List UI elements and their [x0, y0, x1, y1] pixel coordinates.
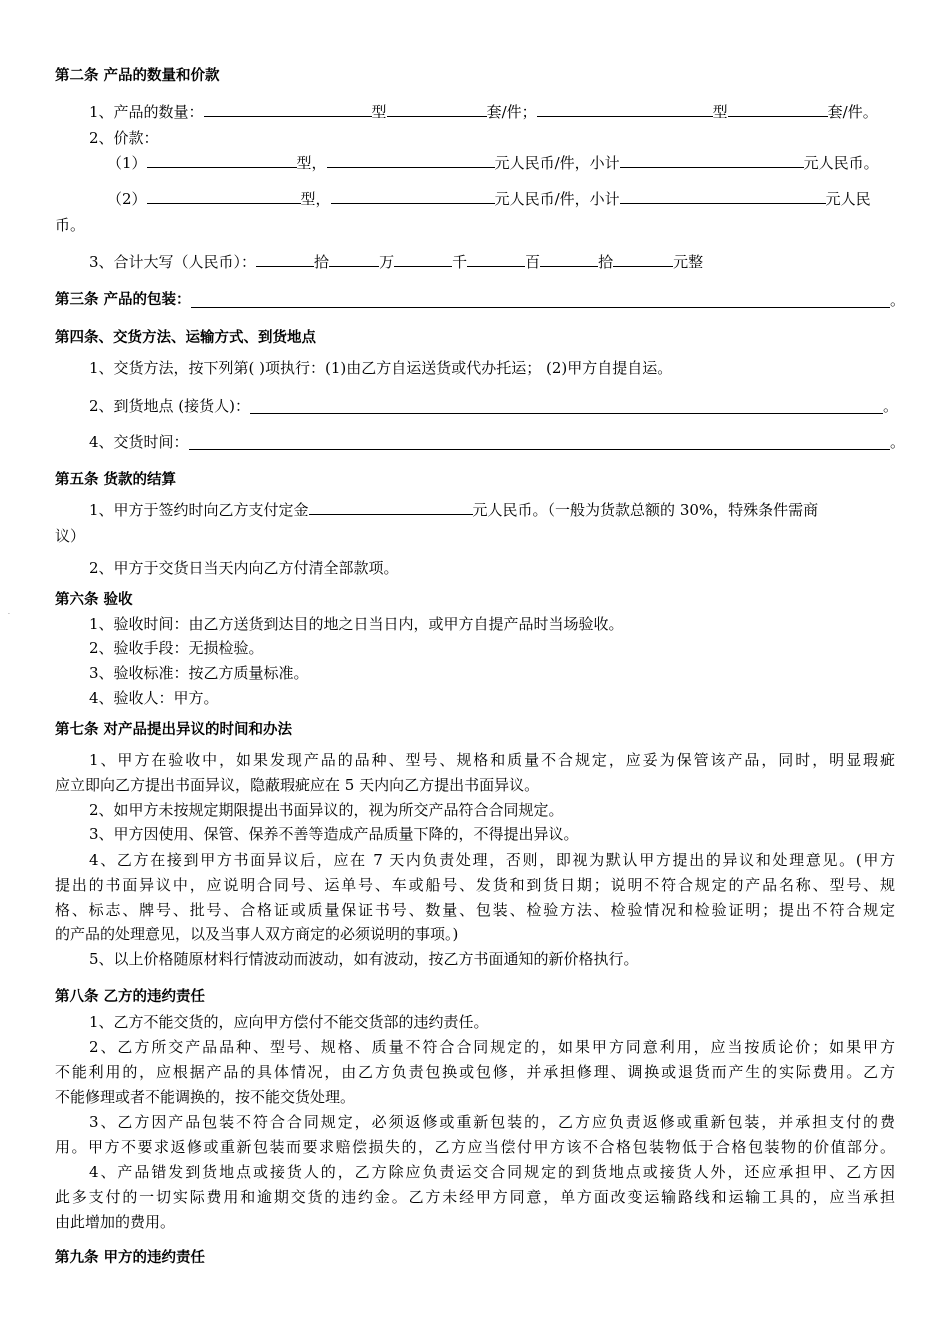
total-blank-2[interactable]	[329, 250, 379, 267]
objection-p4-line2: 提出的书面异议中，应说明合同号、运单号、车或船号、发货和到货日期；说明不符合规定的产品名称、型号、规	[55, 876, 895, 894]
price1-subtotal-label: 元人民币。	[803, 154, 879, 172]
total-line	[89, 250, 950, 274]
article-8-heading: 第八条 乙方的违约责任	[55, 989, 206, 1005]
delivery-place-line	[89, 394, 898, 418]
seller-liability-p4-line2: 此多支付的一切实际费用和逾期交货的违约金。乙方未经甲方同意，单方面改变运输路线和运输工具的，应当承担	[55, 1188, 895, 1206]
quantity-label: 1、产品的数量：	[89, 103, 204, 121]
objection-p3: 3、甲方因使用、保管、保养不善等造成产品质量下降的，不得提出异议。	[89, 825, 579, 843]
seller-liability-p3-line2: 用。甲方不要求返修或重新包装而要求赔偿损失的，乙方应当偿付甲方该不合格包装物低于合格包装物的价值部分。	[55, 1138, 895, 1156]
price-line-2-wrap: 币。	[55, 216, 86, 234]
delivery-time-label: 4、交货时间：	[89, 433, 189, 451]
article-7-heading: 第七条 对产品提出异议的时间和办法	[55, 722, 293, 738]
price2-model-label: 型，	[300, 190, 331, 208]
model-blank-1[interactable]	[204, 100, 372, 117]
objection-p5: 5、以上价格随原材料行情波动而波动，如有波动，按乙方书面通知的新价格执行。	[89, 950, 639, 968]
deposit-label: 1、甲方于签约时向乙方支付定金	[89, 501, 309, 519]
total-unit-2: 万	[379, 253, 395, 271]
article-2-heading: 第二条 产品的数量和价款	[55, 68, 220, 84]
seller-liability-p2-line2: 不能利用的，应根据产品的具体情况，由乙方负责包换或包修，并承担修理、调换或退货而产生的实际费用。乙方	[55, 1063, 895, 1081]
objection-p4-line3: 格、标志、牌号、批号、合格证或质量保证书号、数量、包装、检验方法、检验情况和检验证明；提出不符合规定	[55, 901, 895, 919]
margin-mark: .	[8, 609, 10, 616]
seller-liability-p1: 1、乙方不能交货的，应向甲方偿付不能交货部的违约责任。	[89, 1013, 489, 1031]
seller-liability-p2-line1: 2、乙方所交产品品种、型号、规格、质量不符合合同规定的，如果甲方同意利用，应当按质论价；如果甲方	[89, 1038, 895, 1056]
packaging-blank[interactable]	[191, 291, 890, 308]
delivery-place-blank[interactable]	[250, 397, 883, 414]
total-unit-3: 千	[452, 253, 468, 271]
delivery-time-blank[interactable]	[189, 433, 890, 450]
total-blank-5[interactable]	[540, 250, 598, 267]
count-blank-1[interactable]	[387, 100, 487, 117]
total-unit-6: 元整	[673, 253, 704, 271]
deposit-note-wrap: 议）	[55, 527, 86, 545]
price1-unit-blank[interactable]	[327, 151, 495, 168]
price2-subtotal-label: 元人民	[825, 190, 871, 208]
model-blank-2[interactable]	[537, 100, 713, 117]
total-blank-1[interactable]	[256, 250, 314, 267]
price-label: 2、价款：	[89, 129, 159, 147]
packaging-end: 。	[889, 291, 905, 309]
delivery-place-end: 。	[882, 397, 898, 415]
article-3-line	[55, 288, 905, 312]
deposit-note: 元人民币。（一般为货款总额的 30%，特殊条件需商	[472, 501, 819, 519]
price-line-1	[107, 151, 950, 175]
price-index-1: （1）	[107, 154, 147, 172]
price-index-2: （2）	[107, 190, 147, 208]
objection-p2: 2、如甲方未按规定期限提出书面异议的，视为所交产品符合合同规定。	[89, 801, 564, 819]
total-label: 3、合计大写（人民币）：	[89, 253, 257, 271]
article-3-heading: 第三条 产品的包装：	[55, 292, 191, 308]
total-blank-3[interactable]	[394, 250, 452, 267]
price2-model-blank[interactable]	[147, 187, 301, 204]
inspection-item: 1、验收时间：由乙方送货到达目的地之日当日内，或甲方自提产品时当场验收。	[89, 615, 624, 633]
objection-p4-line4: 的产品的处理意见，以及当事人双方商定的必须说明的事项。)	[55, 925, 459, 943]
article-6-heading: 第六条 验收	[55, 592, 133, 608]
quantity-line	[89, 100, 950, 124]
objection-p4-line1: 4、乙方在接到甲方书面异议后，应在 7 天内负责处理，否则，即视为默认甲方提出的异议和处理意见。(甲方	[89, 851, 895, 869]
count-blank-2[interactable]	[728, 100, 828, 117]
seller-liability-p4-line3: 由此增加的费用。	[55, 1213, 176, 1231]
price2-unit-blank[interactable]	[331, 187, 495, 204]
deposit-line	[89, 498, 950, 522]
deposit-blank[interactable]	[309, 498, 473, 515]
inspection-item: 4、验收人：甲方。	[89, 689, 219, 707]
delivery-method: 1、交货方法，按下列第( )项执行：(1)由乙方自运送货或代办托运； (2)甲方自提自运。	[89, 359, 673, 377]
model-label-1: 型	[371, 103, 387, 121]
price1-model-label: 型，	[296, 154, 327, 172]
article-4-heading: 第四条、交货方法、运输方式、到货地点	[55, 330, 316, 346]
price-line-2	[107, 187, 950, 211]
article-9-heading: 第九条 甲方的违约责任	[55, 1250, 206, 1266]
total-unit-4: 百	[525, 253, 541, 271]
price2-subtotal-blank[interactable]	[620, 187, 826, 204]
delivery-time-end: 。	[889, 433, 905, 451]
price2-unit-label: 元人民币/件，小计	[494, 190, 620, 208]
article-5-heading: 第五条 货款的结算	[55, 472, 177, 488]
payment-line: 2、甲方于交货日当天内向乙方付清全部款项。	[89, 559, 399, 577]
price1-model-blank[interactable]	[147, 151, 297, 168]
price1-unit-label: 元人民币/件，小计	[494, 154, 620, 172]
seller-liability-p3-line1: 3、乙方因产品包装不符合合同规定，必须返修或重新包装的，乙方应负责返修或重新包装，并承担支付的费	[89, 1113, 895, 1131]
inspection-item: 2、验收手段：无损检验。	[89, 639, 264, 657]
delivery-place-label: 2、到货地点 (接货人)：	[89, 397, 251, 415]
price1-subtotal-blank[interactable]	[620, 151, 804, 168]
seller-liability-p4-line1: 4、产品错发到货地点或接货人的，乙方除应负责运交合同规定的到货地点或接货人外，还应承担甲、乙方因	[89, 1163, 895, 1181]
delivery-time-line	[89, 430, 905, 454]
seller-liability-p2-line3: 不能修理或者不能调换的，按不能交货处理。	[55, 1088, 356, 1106]
total-unit-1: 拾	[314, 253, 330, 271]
total-blank-4[interactable]	[467, 250, 525, 267]
unit-label-2: 套/件。	[827, 103, 878, 121]
total-unit-5: 拾	[598, 253, 614, 271]
total-blank-6[interactable]	[613, 250, 673, 267]
unit-label-1: 套/件；	[486, 103, 537, 121]
objection-p1-line2: 应立即向乙方提出书面异议，隐蔽瑕疵应在 5 天内向乙方提出书面异议。	[55, 776, 540, 794]
inspection-item: 3、验收标准：按乙方质量标准。	[89, 664, 309, 682]
objection-p1-line1: 1、甲方在验收中，如果发现产品的品种、型号、规格和质量不合规定，应妥为保管该产品，同时，明显瑕疵	[89, 751, 895, 769]
model-label-2: 型	[712, 103, 728, 121]
